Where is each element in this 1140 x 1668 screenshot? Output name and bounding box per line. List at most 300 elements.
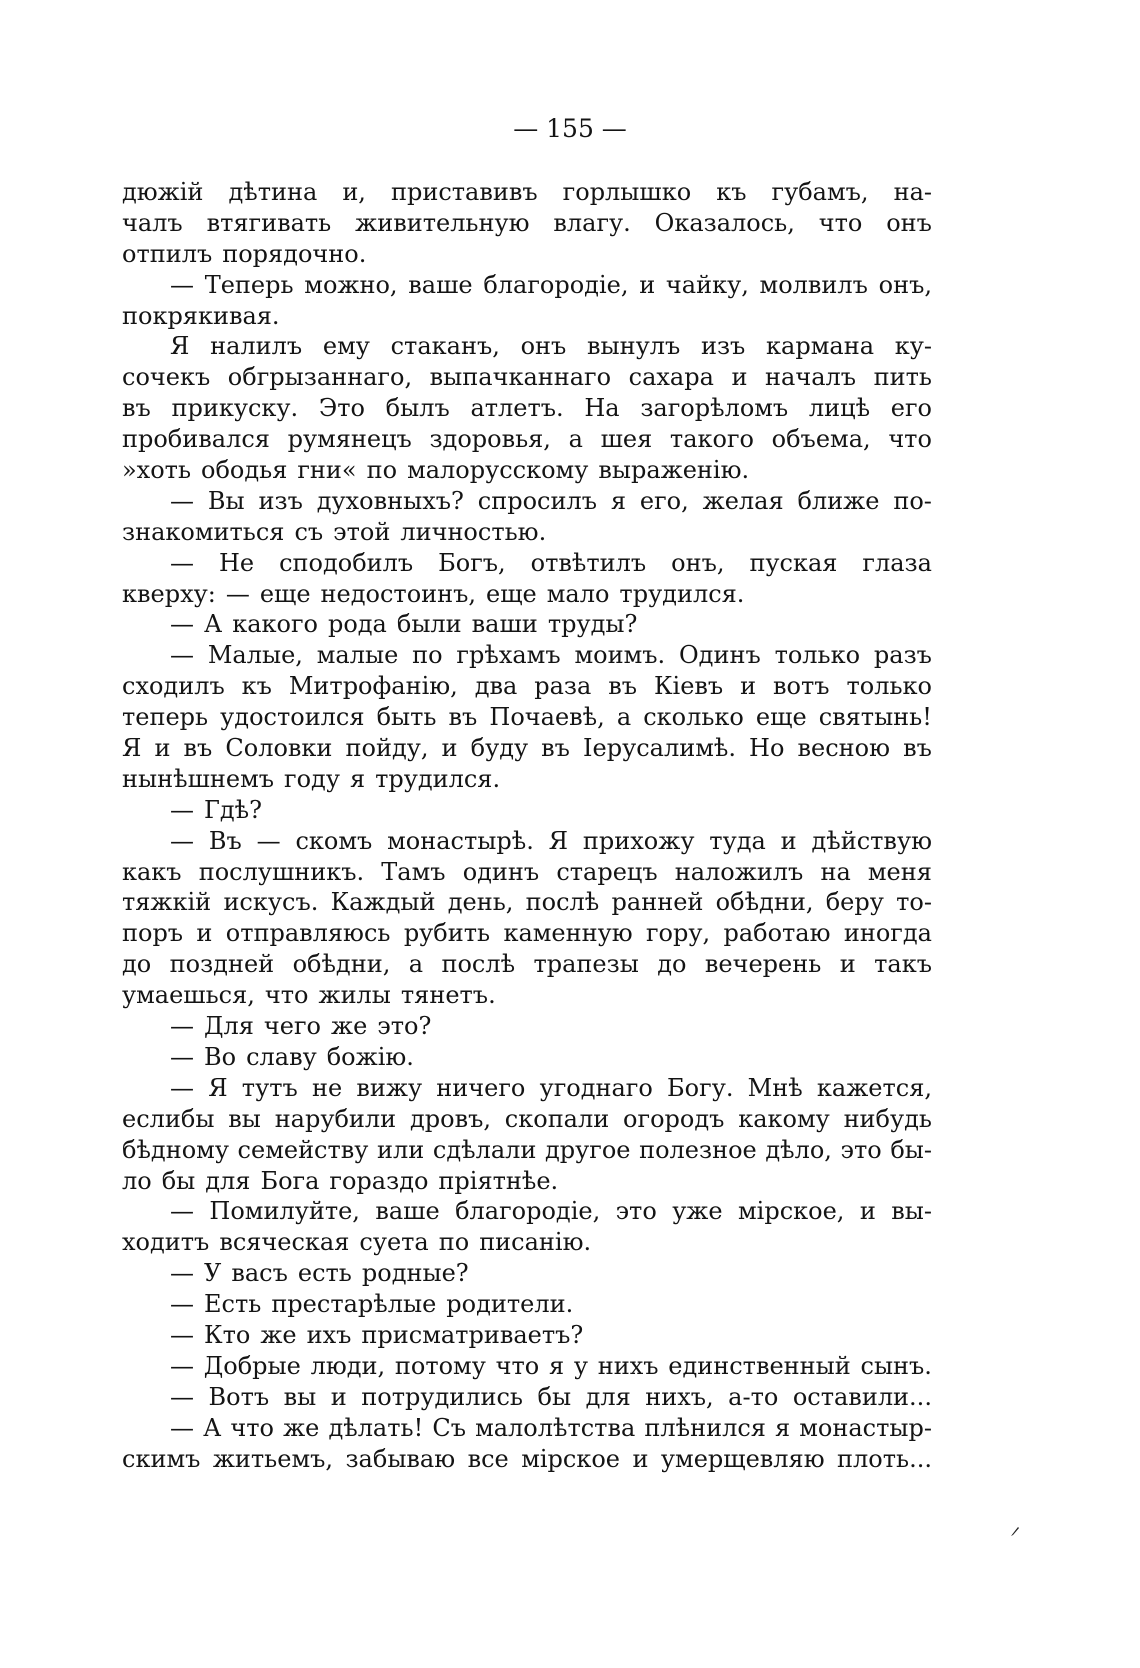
word: труды?: [547, 610, 638, 639]
word: отпилъ: [122, 239, 213, 268]
word: такого: [669, 425, 754, 454]
word: Тамъ: [381, 857, 446, 886]
word: ваше: [408, 270, 473, 299]
word: пойду,: [345, 734, 429, 763]
word: —: [170, 641, 194, 670]
word: монастыр-: [799, 1413, 932, 1442]
word: изъ: [700, 332, 746, 361]
word: искусъ.: [223, 888, 319, 917]
word: чайку,: [665, 270, 749, 299]
word: Митрофанію,: [288, 672, 458, 701]
word: для: [585, 1382, 631, 1411]
word: потому: [394, 1351, 486, 1380]
word: кармана: [766, 332, 874, 361]
word: бы: [537, 1382, 572, 1411]
word: славу: [246, 1042, 317, 1071]
word: молвилъ: [759, 270, 868, 299]
text-line: [122, 949, 932, 980]
text-line: [122, 486, 932, 517]
word: ихъ: [306, 1320, 352, 1349]
word: обгрызаннаго,: [227, 363, 413, 392]
word: нихъ,: [645, 1382, 714, 1411]
word: знакомиться: [122, 517, 285, 546]
word: семейству: [237, 1135, 369, 1164]
text-line: [122, 1289, 932, 1320]
word: до: [657, 950, 687, 979]
word: благородіе,: [455, 1197, 601, 1226]
word: къ: [716, 178, 747, 206]
word: онъ: [886, 208, 932, 237]
word: Теперь: [204, 270, 294, 299]
word: Есть: [204, 1290, 262, 1319]
word: скопали: [504, 1104, 610, 1133]
word: Богу.: [667, 1073, 734, 1102]
text-line: [122, 548, 932, 579]
word: а-то: [728, 1382, 779, 1411]
word: нихъ: [597, 1351, 659, 1380]
word: буду: [470, 734, 529, 763]
word: въ: [608, 672, 638, 701]
word: кажется,: [816, 1073, 932, 1102]
word: чалъ: [122, 208, 183, 237]
word: —: [170, 1197, 194, 1226]
word: загорѣломъ: [640, 394, 789, 423]
word: отправляюсь: [225, 919, 391, 948]
word: вотъ: [773, 672, 830, 701]
word: въ: [122, 394, 151, 423]
word: Оказалось,: [654, 208, 795, 237]
text-line: [122, 270, 932, 301]
word: иногда: [843, 919, 932, 948]
word: —: [170, 610, 194, 639]
word: вы: [283, 1382, 317, 1411]
word: уже: [672, 1197, 723, 1226]
word: живительную: [355, 208, 530, 237]
word: туда: [709, 826, 766, 855]
word: же: [260, 1320, 297, 1349]
word: поздней: [169, 950, 275, 979]
word: ваше: [375, 1197, 440, 1226]
word: трапезы: [533, 950, 639, 979]
word: губамъ,: [771, 178, 869, 206]
word: два: [474, 672, 518, 701]
word: мало: [546, 579, 610, 608]
word: всяческая: [219, 1228, 350, 1257]
word: гораздо: [329, 1166, 429, 1195]
word: Соловки: [225, 734, 333, 763]
word: году: [284, 764, 340, 793]
text-line: [122, 1073, 932, 1104]
word: только: [846, 672, 932, 701]
word: его: [890, 394, 932, 423]
word: малорусскому: [407, 456, 589, 485]
word: у: [573, 1351, 588, 1380]
word: же: [331, 1012, 368, 1041]
text-line: [122, 517, 932, 548]
word: здоровья,: [429, 425, 551, 454]
word: дюжій: [122, 178, 204, 206]
word: Не: [218, 548, 255, 577]
word: Но: [749, 734, 785, 763]
word: ло: [122, 1166, 152, 1195]
word: что: [264, 981, 309, 1010]
word: приставивъ: [390, 178, 538, 206]
word: день,: [447, 888, 514, 917]
word: и: [839, 950, 856, 979]
word: огородъ: [623, 1104, 725, 1133]
word: и: [330, 1382, 347, 1411]
word: и: [740, 672, 757, 701]
word: жилы: [318, 981, 391, 1010]
word: личностью.: [400, 517, 547, 546]
word: и: [780, 826, 797, 855]
word: ваши: [471, 610, 538, 639]
word: трудился.: [375, 764, 501, 793]
word: сподобилъ: [279, 548, 414, 577]
word: румянецъ: [287, 425, 412, 454]
text-line: [122, 795, 932, 826]
word: только: [774, 641, 861, 670]
word: —: [170, 795, 194, 824]
word: ближе: [797, 486, 880, 515]
word: сочекъ: [122, 363, 211, 392]
word: были: [396, 610, 462, 639]
text-line: [122, 1042, 932, 1073]
word: скимъ: [122, 1444, 201, 1473]
text-line: [122, 609, 932, 640]
word: Добрые: [203, 1351, 301, 1380]
word: я: [349, 764, 366, 793]
word: Кто: [204, 1320, 251, 1349]
word: А: [204, 610, 223, 639]
word: потрудились: [361, 1382, 523, 1411]
word: родные?: [361, 1259, 469, 1288]
text-line: [122, 918, 932, 949]
word: въ: [183, 734, 213, 763]
word: сколько: [643, 703, 744, 732]
word: меня: [867, 857, 932, 886]
word: —: [170, 486, 194, 515]
word: А: [203, 1413, 222, 1442]
word: поръ: [122, 919, 184, 948]
word: онъ: [520, 332, 567, 361]
text-line: [122, 1135, 932, 1166]
word: или: [377, 1135, 425, 1164]
word: старецъ: [556, 857, 658, 886]
word: по-: [893, 486, 932, 515]
word: пуская: [749, 548, 838, 577]
word: —: [170, 826, 194, 855]
word: быть: [376, 703, 437, 732]
word: какого: [232, 610, 318, 639]
word: —: [170, 1351, 194, 1380]
text-line: [122, 887, 932, 918]
text-line: [122, 1258, 932, 1289]
word: Съ: [432, 1413, 466, 1442]
word: объема,: [771, 425, 871, 454]
word: это: [840, 1135, 882, 1164]
word: ничего: [436, 1073, 526, 1102]
text-line: [122, 1351, 932, 1382]
word: Въ: [208, 826, 242, 855]
word: люди,: [310, 1351, 386, 1380]
word: Кіевъ: [653, 672, 724, 701]
word: налилъ: [210, 332, 303, 361]
word: нынѣшнемъ: [122, 764, 275, 793]
word: —: [170, 1290, 194, 1319]
word: что: [495, 1351, 540, 1380]
word: наложилъ: [674, 857, 804, 886]
text-line: [122, 1227, 932, 1258]
word: —: [170, 1382, 194, 1411]
word: малые: [316, 641, 399, 670]
word: вижу: [356, 1073, 423, 1102]
word: каменную: [503, 919, 633, 948]
word: дровъ,: [409, 1104, 491, 1133]
word: тяжкій: [122, 888, 212, 917]
word: грѣхамъ: [456, 641, 561, 670]
word: шея: [600, 425, 653, 454]
word: еще: [259, 579, 311, 608]
word: стаканъ,: [390, 332, 500, 361]
word: скомъ: [295, 826, 373, 855]
word: Гдѣ?: [204, 795, 263, 824]
word: родители.: [446, 1290, 574, 1319]
word: Во: [204, 1042, 237, 1071]
word: еслибы: [122, 1104, 215, 1133]
word: Я: [548, 826, 569, 855]
word: пріятнѣе.: [438, 1166, 559, 1195]
word: послѣ: [525, 888, 600, 917]
word: и: [441, 734, 458, 763]
word: забываю: [345, 1444, 456, 1473]
word: разъ: [873, 641, 932, 670]
word: оставили...: [792, 1382, 932, 1411]
word: въ: [903, 734, 932, 763]
word: какому: [738, 1104, 830, 1133]
word: и,: [342, 178, 366, 206]
word: мірское: [521, 1444, 621, 1473]
word: плоть...: [837, 1444, 932, 1473]
body-text: [122, 177, 932, 1474]
word: еще: [755, 703, 807, 732]
text-line: [122, 1320, 932, 1351]
word: ранней: [611, 888, 704, 917]
word: Богъ,: [438, 548, 506, 577]
word: житьемъ,: [212, 1444, 334, 1473]
word: онъ,: [878, 270, 932, 299]
word: монастырѣ.: [387, 826, 534, 855]
word: сахара: [628, 363, 714, 392]
word: порядочно.: [222, 239, 367, 268]
word: гору,: [645, 919, 711, 948]
word: —: [225, 579, 250, 608]
word: сходилъ: [122, 672, 225, 701]
text-line: [122, 980, 932, 1011]
word: до: [122, 950, 152, 979]
word: началъ: [765, 363, 857, 392]
word: что: [230, 1413, 274, 1442]
word: послѣ: [441, 950, 516, 979]
text-line: [122, 208, 932, 239]
text-line: [122, 331, 932, 362]
word: а: [408, 950, 424, 979]
word: Вотъ: [208, 1382, 270, 1411]
word: единственный: [668, 1351, 851, 1380]
word: втягивать: [206, 208, 332, 237]
word: чего: [263, 1012, 321, 1041]
word: и: [731, 363, 748, 392]
word: для: [205, 1166, 251, 1195]
word: и: [639, 270, 656, 299]
text-line: [122, 579, 932, 610]
word: присматриваетъ?: [361, 1320, 584, 1349]
word: Я: [170, 332, 190, 361]
word: мірское,: [738, 1197, 845, 1226]
text-line: [122, 733, 932, 764]
word: атлетъ.: [470, 394, 564, 423]
word: Одинъ: [679, 641, 761, 670]
word: въ: [448, 703, 478, 732]
word: беру: [825, 888, 884, 917]
word: а: [568, 425, 583, 454]
text-line: [122, 1196, 932, 1227]
word: по: [366, 456, 398, 485]
word: тянетъ.: [400, 981, 496, 1010]
word: какъ: [122, 857, 182, 886]
word: —: [256, 826, 281, 855]
word: Я: [122, 734, 142, 763]
word: ходитъ: [122, 1228, 210, 1257]
word: ку-: [894, 332, 932, 361]
word: прихожу: [582, 826, 695, 855]
word: и: [632, 1444, 649, 1473]
word: съ: [294, 517, 324, 546]
word: выпачканнаго: [429, 363, 612, 392]
word: —: [170, 548, 194, 577]
word: и: [859, 1197, 876, 1226]
word: бы-: [890, 1135, 932, 1164]
word: сдѣлали: [432, 1135, 537, 1164]
word: весною: [797, 734, 891, 763]
word: вы-: [891, 1197, 932, 1226]
word: сынъ.: [860, 1351, 932, 1380]
word: нибудь: [843, 1104, 932, 1133]
word: есть: [297, 1259, 352, 1288]
word: Бога: [260, 1166, 320, 1195]
text-line: [122, 1382, 932, 1413]
text-line: [122, 1011, 932, 1042]
word: это: [615, 1197, 657, 1226]
word: влагу.: [553, 208, 631, 237]
word: я: [548, 1351, 565, 1380]
word: пить: [873, 363, 932, 392]
word: не: [311, 1073, 343, 1102]
word: —: [170, 1413, 194, 1442]
word: другое: [545, 1135, 631, 1164]
word: суета: [359, 1228, 429, 1257]
word: умерщевляю: [660, 1444, 825, 1473]
word: и: [196, 919, 213, 948]
word: этой: [333, 517, 391, 546]
word: а: [616, 703, 632, 732]
word: —: [170, 1259, 194, 1288]
word: Іерусалимѣ.: [583, 734, 736, 763]
text-line: [122, 1444, 932, 1475]
word: —: [170, 1073, 194, 1102]
word: бы: [161, 1166, 196, 1195]
word: изъ: [258, 486, 303, 515]
text-line: [122, 455, 932, 486]
word: малолѣтства: [475, 1413, 636, 1442]
word: на-: [893, 178, 932, 206]
word: вечерень: [704, 950, 822, 979]
text-line: [122, 640, 932, 671]
text-line: [122, 424, 932, 455]
word: вынулъ: [587, 332, 681, 361]
word: плѣнился: [644, 1413, 766, 1442]
word: на: [820, 857, 851, 886]
word: дѣло,: [765, 1135, 832, 1164]
word: Я: [208, 1073, 228, 1102]
word: я: [610, 486, 626, 515]
word: отвѣтилъ: [530, 548, 647, 577]
word: можно,: [304, 270, 398, 299]
word: работаю: [723, 919, 831, 948]
word: и: [154, 734, 171, 763]
word: по: [412, 641, 443, 670]
text-line: [122, 671, 932, 702]
text-line: [122, 857, 932, 888]
word: трудился.: [619, 579, 745, 608]
word: ободья: [201, 456, 288, 485]
word: рубить: [403, 919, 491, 948]
word: Помилуйте,: [209, 1197, 360, 1226]
word: раза: [534, 672, 592, 701]
word: желая: [702, 486, 784, 515]
word: тутъ: [241, 1073, 298, 1102]
word: Это: [318, 394, 365, 423]
word: —: [170, 1320, 194, 1349]
text-line: [122, 393, 932, 424]
word: одинъ: [462, 857, 540, 886]
page-number: — 155 —: [513, 114, 627, 143]
word: глаза: [862, 548, 932, 577]
word: это?: [377, 1012, 432, 1041]
word: покрякивая.: [122, 301, 280, 330]
word: умаешься,: [122, 981, 255, 1010]
word: божію.: [326, 1042, 414, 1071]
text-line: [122, 1104, 932, 1135]
word: полезное: [639, 1135, 757, 1164]
word: Малые,: [207, 641, 303, 670]
word: все: [467, 1444, 509, 1473]
text-line: [122, 301, 932, 332]
word: —: [170, 1012, 194, 1041]
word: лицѣ: [808, 394, 871, 423]
word: онъ,: [671, 548, 725, 577]
word: ему: [322, 332, 370, 361]
word: послушникъ.: [198, 857, 365, 886]
word: Вы: [207, 486, 245, 515]
word: рода: [327, 610, 387, 639]
word: угоднаго: [539, 1073, 653, 1102]
ink-speck-icon: [1008, 1524, 1022, 1538]
word: я: [775, 1413, 791, 1442]
text-line: [122, 702, 932, 733]
word: же: [283, 1413, 320, 1442]
word: нарубили: [274, 1104, 397, 1133]
